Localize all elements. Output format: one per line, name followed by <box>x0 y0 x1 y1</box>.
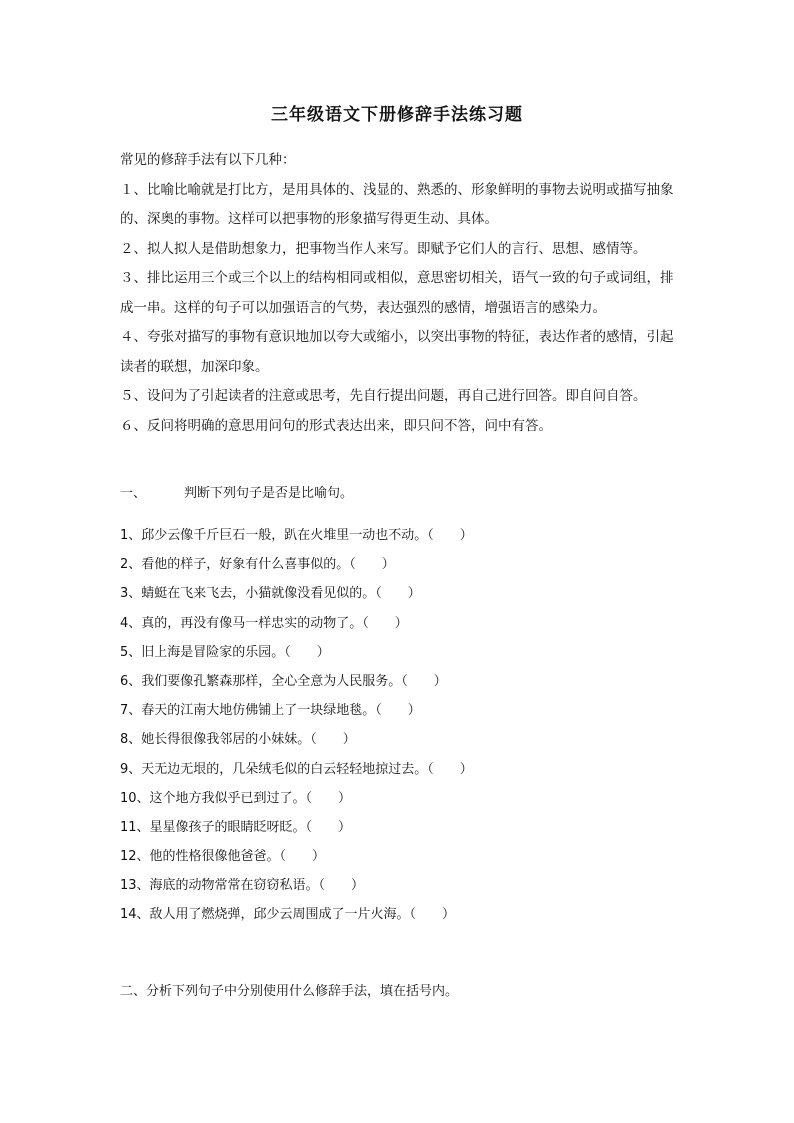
question-item: 10、这个地方我似乎已到过了。（ ） <box>120 790 352 806</box>
question-item: 14、敌人用了燃烧弹，邱少云周围成了一片火海。（ ） <box>120 907 456 923</box>
rule-item: ４、夸张对描写的事物有意识地加以夸大或缩小，以突出事物的特征，表达作者的感情，引起读者的联想，加深印象。 <box>120 329 674 375</box>
question-list <box>120 526 680 935</box>
rule-item: ５、设问为了引起读者的注意或思考，先自行提出问题，再自己进行回答。即自问自答。 <box>120 388 647 404</box>
question-item: 2、看他的样子，好象有什么喜事似的。（ ） <box>120 557 395 573</box>
question-item: 4、真的，再没有像马一样忠实的动物了。（ ） <box>120 615 408 631</box>
question-item: 3、蜻蜓在飞来飞去，小猫就像没看见似的。（ ） <box>120 586 421 602</box>
section-two-heading: 二、分析下列句子中分别使用什么修辞手法，填在括号内。 <box>120 984 459 999</box>
section-number: 一、 <box>120 486 147 501</box>
rule-item: ６、反问将明确的意思用问句的形式表达出来，即只问不答，问中有答。 <box>120 417 552 434</box>
question-item: 1、邱少云像千斤巨石一般，趴在火堆里一动也不动。（ ） <box>120 528 473 543</box>
page-title: 三年级语文下册修辞手法练习题 <box>271 105 523 125</box>
question-item: 11、星星像孩子的眼睛眨呀眨。（ ） <box>120 819 352 835</box>
question-item: 13、海底的动物常常在窃窃私语。（ ） <box>120 878 365 894</box>
question-item: 9、天无边无垠的，几朵绒毛似的白云轻轻地掠过去。（ ） <box>120 761 473 777</box>
question-item: 7、春天的江南大地仿佛铺上了一块绿地毯。（ ） <box>120 703 421 719</box>
question-item: 5、旧上海是冒险家的乐园。（ ） <box>120 644 330 660</box>
intro-heading: 常见的修辞手法有以下几种： <box>120 152 296 168</box>
section-title: 判断下列句子是否是比喻句。 <box>184 486 354 501</box>
rule-item: ３、排比运用三个或三个以上的结构相同或相似，意思密切相关，语气一致的句子或词组，排成一串。这样的句子可以加强语言的气势，表达强烈的感情，增强语言的感染力。 <box>120 270 674 316</box>
question-item: 12、他的性格很像他爸爸。（ ） <box>120 849 326 865</box>
question-item: 6、我们要像孔繁森那样，全心全意为人民服务。（ ） <box>120 673 447 689</box>
rule-item: ２、拟人拟人是借助想象力，把事物当作人来写。即赋予它们人的言行、思想、感情等。 <box>120 240 647 257</box>
section-one-heading <box>120 484 353 504</box>
rhetoric-intro <box>120 146 680 441</box>
rule-item: １、比喻比喻就是打比方，是用具体的、浅显的、熟悉的、形象鲜明的事物去说明或描写抽象的、深奥的事物。这样可以把事物的形象描写得更生动、具体。 <box>120 181 674 227</box>
question-item: 8、她长得很像我邻居的小妹妹。（ ） <box>120 732 356 748</box>
